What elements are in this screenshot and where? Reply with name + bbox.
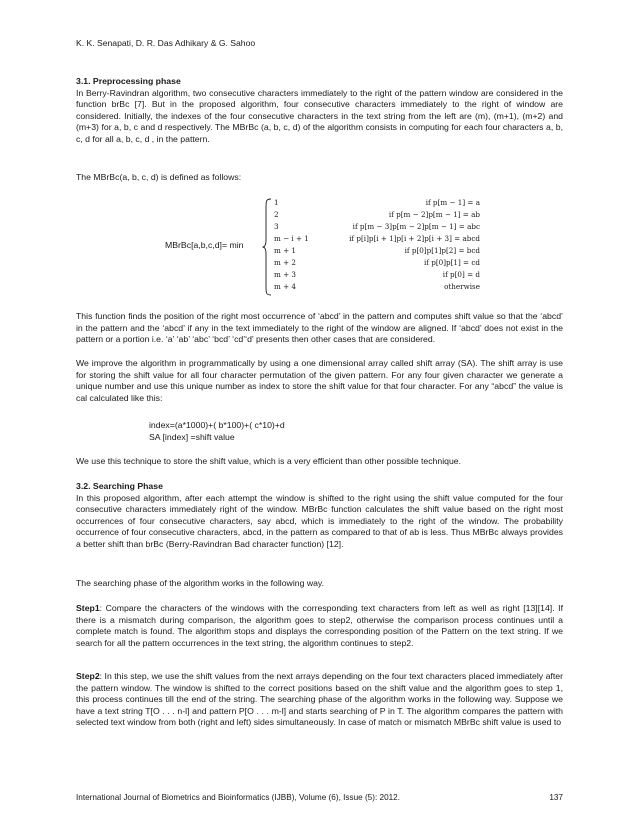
formula-condition: if p[0]p[1] = cd	[423, 258, 480, 267]
journal-citation: International Journal of Biometrics and Bioinformatics (IJBB), Volume (6), Issue (5): 2012.	[76, 793, 401, 802]
formula-condition: if p[m − 2]p[m − 1] = ab	[388, 210, 480, 219]
left-brace	[262, 198, 272, 296]
formula-condition: if p[i]p[i + 1]p[i + 2]p[i + 3] = abcd	[349, 234, 480, 243]
formula-row	[274, 258, 480, 269]
formula-value: 2	[274, 210, 279, 219]
formula-row	[274, 234, 480, 245]
step2-paragraph	[76, 671, 563, 729]
step-text: : In this step, we use the shift values from the next arrays depending on the four text characters placed immediately after the pattern window. The window is shifted to the correct positions based on the shift value and the algorithm goes to step 1, this process continues till the end of the string. The searching phase of the algorithm works in the following way. Suppose we have a text string T[O . . . n-l] and pattern P[O . . . m-l] and starts searching of P in T. The algorithm compares the pattern with selected text window from both (right and left) sides simultaneously. In case of match or mismatch MBrBc shift value is used to	[76, 671, 563, 728]
formula-value: m + 2	[274, 258, 296, 267]
code-line: SA [index] =shift value	[149, 432, 235, 442]
formula-condition: if p[0]p[1]p[2] = bcd	[404, 246, 480, 255]
code-line: index=(a*1000)+( b*100)+( c*10)+d	[149, 420, 285, 430]
running-header: K. K. Senapati, D. R. Das Adhikary & G. Sahoo	[76, 38, 256, 48]
step1-paragraph	[76, 603, 563, 649]
page-number: 137	[549, 793, 563, 802]
formula-value: 1	[274, 198, 279, 207]
formula-row	[274, 270, 480, 281]
paragraph: We use this technique to store the shift value, which is a very efficient than other possible technique.	[76, 456, 462, 466]
formula-value: m + 1	[274, 246, 296, 255]
paragraph: In this proposed algorithm, after each attempt the window is shifted to the right using the shift value computed for the four consecutive characters immediately right of the window. MBrBc function calculates the shift value based on the right most occurrences of four consecutive characters, say abcd, which is immediately to the right of the window. The probability occurrence of four consecutive characters, abcd, in the pattern as compared to that of ab is less. Thus MBrBc always provides a better shift than brBc (Berry-Ravindran Bad character function) [12].	[76, 492, 563, 549]
step-label: Step2	[76, 671, 100, 681]
formula-condition: if p[0] = d	[442, 270, 480, 279]
formula-row	[274, 222, 480, 233]
paragraph: In Berry-Ravindran algorithm, two consecutive characters immediately to the right of the pattern window are considered in the function brBc [7]. But in the proposed algorithm, four consecutive characters immediately to the right of window are considered. Initially, the indexes of the four consecutive characters in the text string from the left are (m), (m+1), (m+2) and (m+3) for a, b, c and d respectively. The MBrBc (a, b, c, d) of the algorithm consists in computing for each four characters a, b, c, d for all a, b, c, d , in the pattern.	[76, 87, 563, 144]
paragraph: This function finds the position of the right most occurrence of ‘abcd’ in the pattern and computes shift value so that the ‘abcd’ in the pattern and the ‘abcd’ if any in the text immediately to the right of the window are aligned. If ‘abcd’ does not exist in the pattern or a portion i.e. ‘a’ ‘ab’ ‘abc’ ‘bcd’ ‘cd’‘d’ presents then other cases that are considered.	[76, 311, 563, 345]
section-3-2	[76, 481, 563, 551]
formula-value: 3	[274, 222, 279, 231]
formula-row	[274, 198, 480, 209]
formula-row	[274, 210, 480, 221]
section-heading: 3.2. Searching Phase	[76, 481, 163, 491]
section-3-1	[76, 76, 563, 146]
formula-condition: if p[m − 1] = a	[425, 198, 480, 207]
step-label: Step1	[76, 603, 100, 613]
formula-value: m − i + 1	[274, 234, 309, 243]
formula-condition: if p[m − 3]p[m − 2]p[m − 1] = abc	[352, 222, 480, 231]
step-text: : Compare the characters of the windows with the corresponding text characters from left as well as right [13][14]. If there is a mismatch during comparison, the algorithm goes to step2, otherwise the comparison process continues until a complete match is found. The algorithm stops and displays the corresponding position of the Pattern on the text string. If we search for all the pattern occurrences in the text string, the algorithm continues to step2.	[76, 603, 563, 648]
formula-row	[274, 282, 480, 293]
paragraph: The searching phase of the algorithm works in the following way.	[76, 578, 325, 588]
formula-value: m + 3	[274, 270, 296, 279]
paragraph: We improve the algorithm in programmatically by using a one dimensional array called shift array (SA). The shift array is use for storing the shift value for all four character permutation of the given pattern. For any four given character we generate a unique number and use this unique number as index to store the shift value for that four character. For any “abcd” the value is cal calculated like this:	[76, 358, 563, 403]
formula-condition: otherwise	[444, 282, 480, 291]
section-heading: 3.1. Preprocessing phase	[76, 76, 181, 86]
defined-line: The MBrBc(a, b, c, d) is defined as follows:	[76, 172, 242, 182]
formula-row	[274, 246, 480, 257]
formula-value: m + 4	[274, 282, 296, 291]
running-footer	[76, 793, 563, 802]
formula-label: MBrBc[a,b,c,d]= min	[165, 240, 244, 250]
mbrbc-formula	[262, 198, 480, 296]
